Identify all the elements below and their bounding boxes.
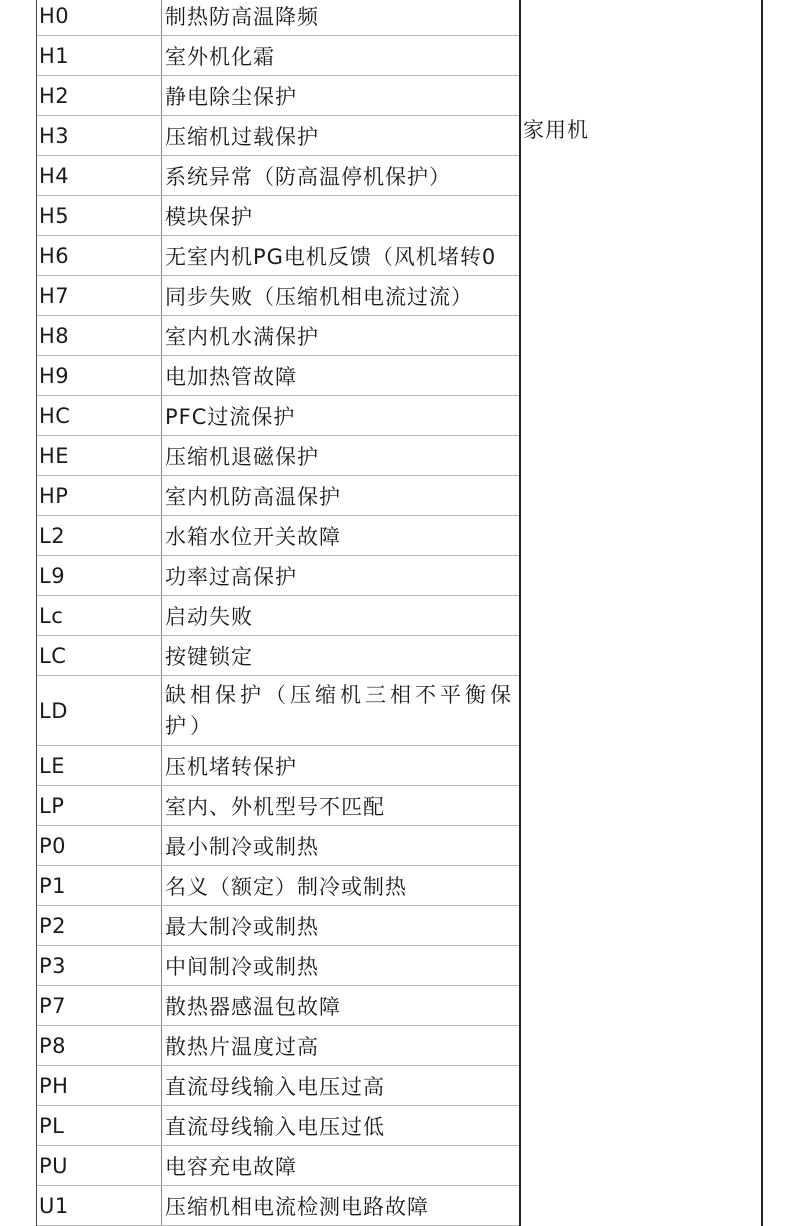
table-row [37, 196, 519, 236]
error-code: L2 [37, 516, 162, 555]
error-code: Lc [37, 596, 162, 635]
table-row [37, 556, 519, 596]
error-description: 室外机化霜 [165, 44, 275, 69]
error-code: H2 [37, 76, 162, 115]
error-code: PH [37, 1066, 162, 1105]
table-row [37, 1186, 519, 1226]
error-description: 压缩机相电流检测电路故障 [165, 1194, 429, 1219]
error-description: 制热防高温降频 [165, 4, 319, 29]
error-description: 同步失败（压缩机相电流过流） [165, 284, 473, 309]
table-row [37, 116, 519, 156]
error-code: PU [37, 1146, 162, 1185]
error-description: 中间制冷或制热 [165, 954, 319, 979]
error-code: P8 [37, 1026, 162, 1065]
error-code-table [36, 0, 763, 1226]
error-description: 电加热管故障 [165, 364, 297, 389]
table-row [37, 1066, 519, 1106]
error-code: LP [37, 786, 162, 825]
error-description: 电容充电故障 [165, 1154, 297, 1179]
table-row [37, 746, 519, 786]
error-description: 缺相保护（压缩机三相不平衡保护） [165, 682, 515, 738]
error-code: HC [37, 396, 162, 435]
error-code: H8 [37, 316, 162, 355]
table-row [37, 596, 519, 636]
error-description: 压缩机过载保护 [165, 124, 319, 149]
table-row [37, 476, 519, 516]
error-code: LC [37, 636, 162, 675]
error-description: 最大制冷或制热 [165, 914, 319, 939]
table-row [37, 636, 519, 676]
error-description: 散热器感温包故障 [165, 994, 341, 1019]
error-description: 系统异常（防高温停机保护） [165, 164, 451, 189]
error-description: 散热片温度过高 [165, 1034, 319, 1059]
table-row [37, 276, 519, 316]
error-code: HP [37, 476, 162, 515]
error-description: 直流母线输入电压过低 [165, 1114, 385, 1139]
error-code: H1 [37, 36, 162, 75]
table-row [37, 986, 519, 1026]
unit-type-column [521, 0, 763, 1226]
error-code: H5 [37, 196, 162, 235]
error-code: L9 [37, 556, 162, 595]
error-description: 直流母线输入电压过高 [165, 1074, 385, 1099]
error-description: 室内、外机型号不匹配 [165, 794, 385, 819]
error-description: 功率过高保护 [165, 564, 297, 589]
table-row [37, 1146, 519, 1186]
error-code: P2 [37, 906, 162, 945]
table-row [37, 316, 519, 356]
error-description: 静电除尘保护 [165, 84, 297, 109]
error-code: U1 [37, 1186, 162, 1225]
error-code: H4 [37, 156, 162, 195]
table-row [37, 396, 519, 436]
error-code: P7 [37, 986, 162, 1025]
error-description: 水箱水位开关故障 [165, 524, 341, 549]
error-code: H9 [37, 356, 162, 395]
error-description: 室内机水满保护 [165, 324, 319, 349]
error-description: 室内机防高温保护 [165, 484, 341, 509]
table-row [37, 156, 519, 196]
table-row [37, 946, 519, 986]
error-code: LD [37, 676, 162, 745]
table-row [37, 0, 519, 36]
error-description: 最小制冷或制热 [165, 834, 319, 859]
table-row [37, 866, 519, 906]
error-description: 压机堵转保护 [165, 754, 297, 779]
table-row [37, 236, 519, 276]
error-code: HE [37, 436, 162, 475]
table-row [37, 436, 519, 476]
table-row [37, 36, 519, 76]
error-description: 压缩机退磁保护 [165, 444, 319, 469]
error-code: LE [37, 746, 162, 785]
table-row [37, 1106, 519, 1146]
table-row [37, 1026, 519, 1066]
error-code: H0 [37, 0, 162, 35]
error-description: 名义（额定）制冷或制热 [165, 874, 407, 899]
error-code: P0 [37, 826, 162, 865]
table-row [37, 356, 519, 396]
error-description: 按键锁定 [165, 644, 253, 669]
error-description: 模块保护 [165, 204, 253, 229]
error-code: P1 [37, 866, 162, 905]
error-description: 无室内机PG电机反馈（风机堵转0 [165, 244, 497, 269]
error-code: H3 [37, 116, 162, 155]
table-row [37, 906, 519, 946]
table-row [37, 76, 519, 116]
error-code: PL [37, 1106, 162, 1145]
table-row [37, 826, 519, 866]
table-row [37, 516, 519, 556]
error-code: H7 [37, 276, 162, 315]
error-code: H6 [37, 236, 162, 275]
error-code: P3 [37, 946, 162, 985]
unit-type-label: 家用机 [523, 118, 589, 142]
table-row [37, 676, 519, 746]
error-description: PFC过流保护 [165, 404, 296, 429]
codes-column [36, 0, 521, 1226]
table-row [37, 786, 519, 826]
error-description: 启动失败 [165, 604, 253, 629]
